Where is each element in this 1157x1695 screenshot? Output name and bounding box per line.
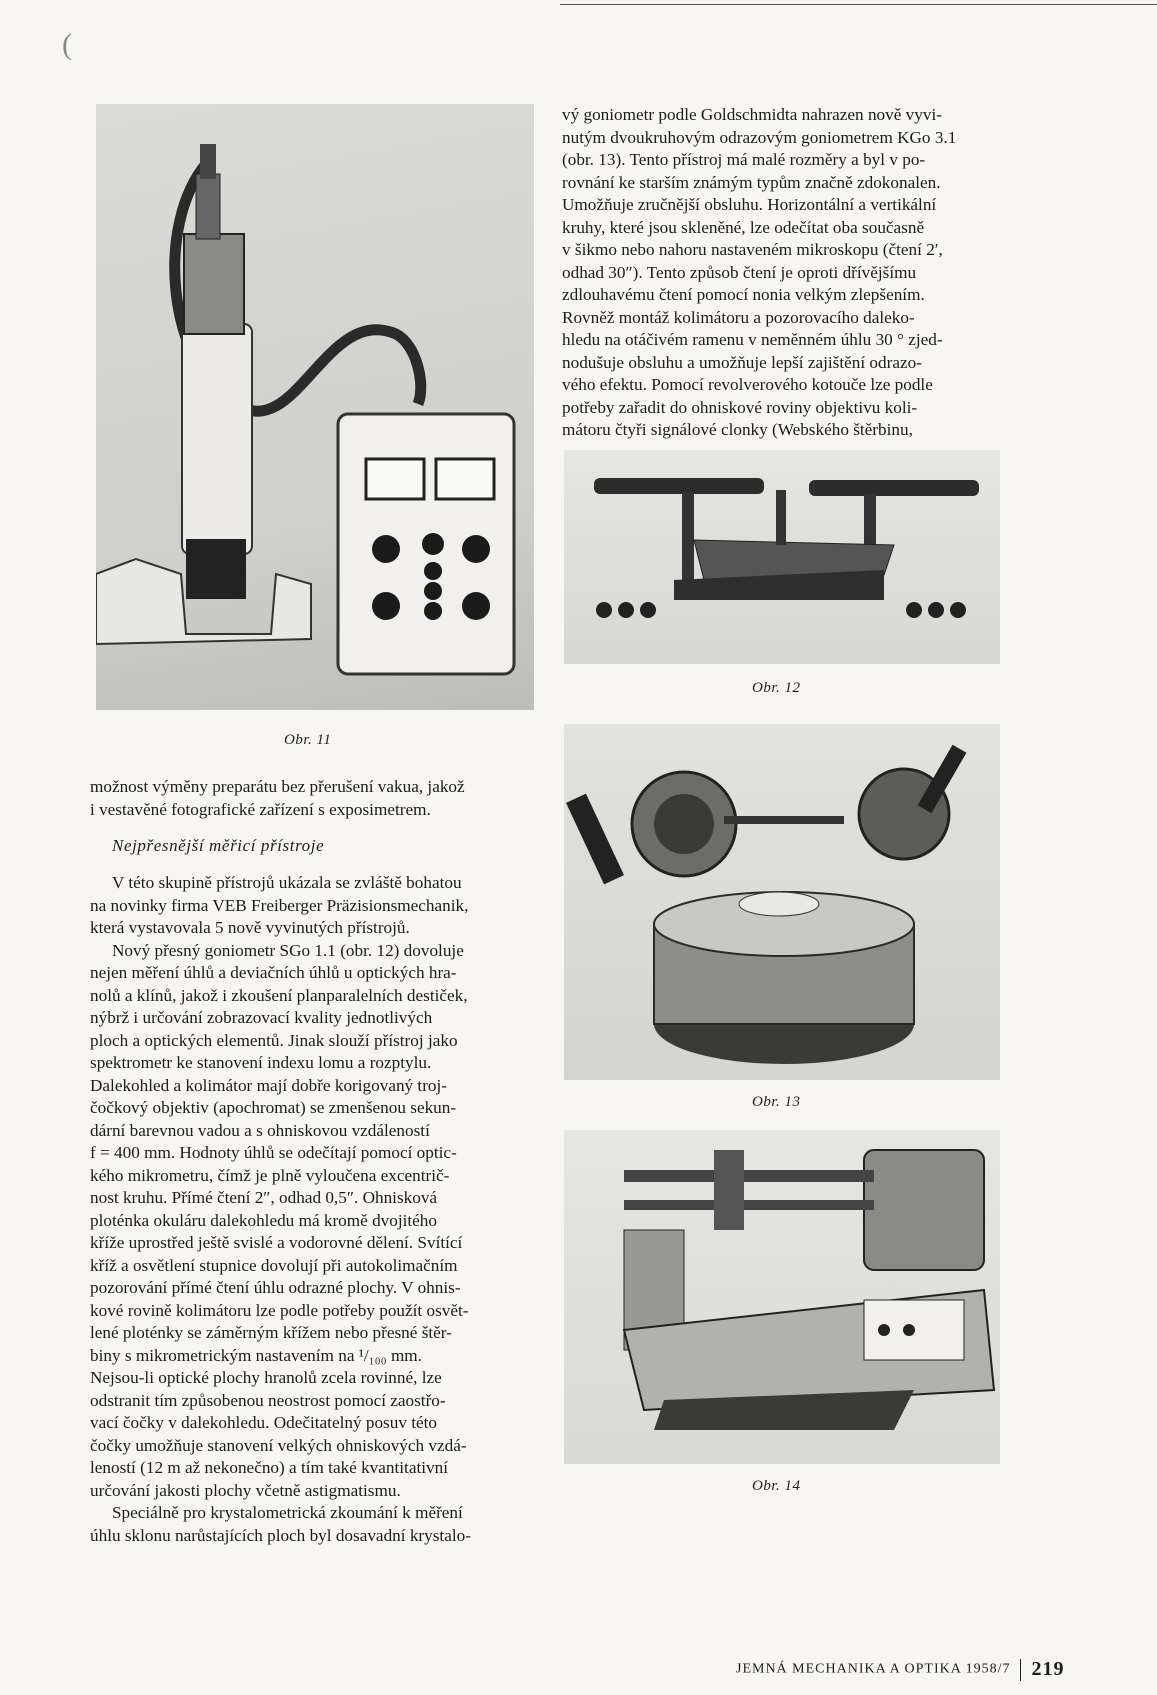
text-line: kého mikrometru, čímž je plně vyloučena excentrič- (90, 1165, 450, 1185)
page-footer (736, 1658, 1064, 1681)
text-line: biny s mikrometrickým nastavením na ¹/₁₀₀ mm. (90, 1345, 422, 1365)
text-line: mátoru čtyři signálové clonky (Webského štěrbinu, (562, 420, 913, 439)
right-column-text (562, 104, 998, 442)
text-line: nolů a klínů, jakož i zkoušení planparalelních destiček, (90, 985, 468, 1005)
figure-13-photo (564, 724, 1000, 1080)
section-heading: Nejpřesnější měřicí přístroje (112, 836, 325, 855)
text-line: potřeby zařadit do ohniskové roviny objektivu koli- (562, 397, 918, 417)
measuring-bench-illustration (564, 1130, 1000, 1464)
page-number: 219 (1031, 1658, 1065, 1680)
figure-14-photo (564, 1130, 1000, 1464)
text-line: pozorování přímé čtení úhlu odrazné plochy. V ohnis- (90, 1278, 461, 1297)
text-line: kříž a osvětlení stupnice dovolují při autokolimačním (90, 1255, 458, 1275)
text-line: ploch a optických elementů. Jinak slouží přístroj jako (90, 1030, 458, 1050)
text-line: čočky umožňuje stanovení velkých ohniskových vzdá- (90, 1435, 467, 1455)
text-line: čočkový objektiv (apochromat) se zmenšenou sekun- (90, 1098, 457, 1117)
text-line: Dalekohled a kolimátor mají dobře korigovaný troj- (90, 1075, 448, 1095)
text-line: dární barevnou vadou a s ohniskovou vzdáleností (90, 1120, 430, 1140)
text-line: nejen měření úhlů a deviačních úhlů u optických hra- (90, 963, 457, 982)
text-line: (obr. 13). Tento přístroj má malé rozměry a byl v po- (562, 150, 926, 169)
text-line: ploténka okuláru dalekohledu má kromě dvojitého (90, 1210, 437, 1230)
text-line: možnost výměny preparátu bez přerušení vakua, jakož (90, 777, 465, 796)
text-line: úhlu sklonu narůstajících ploch byl dosavadní krystalo- (90, 1525, 471, 1545)
text-line: Nejsou-li optické plochy hranolů zcela rovinné, lze (90, 1368, 442, 1387)
text-line: lené ploténky se záměrným křížem nebo přesné štěr- (90, 1323, 452, 1342)
text-line: rovnání ke starším známým typům značně zdokonalen. (562, 172, 941, 192)
text-line: Rovněž montáž kolimátoru a pozorovacího daleko- (562, 307, 915, 327)
text-line: zdlouhavému čtení pomocí nonia velkým zlepšením. (562, 285, 925, 304)
figure-12-photo (564, 450, 1000, 664)
text-line: nost kruhu. Přímé čtení 2″, odhad 0,5″. Ohnisková (90, 1188, 438, 1207)
text-line: která vystavovala 5 nově vyvinutých přístrojů. (90, 918, 410, 937)
precision-goniometer-illustration (564, 450, 1000, 664)
text-line: f = 400 mm. Hodnoty úhlů se odečítají pomocí optic- (90, 1143, 457, 1162)
figure-12-caption: Obr. 12 (752, 680, 801, 696)
text-line: kruhy, které jsou skleněné, lze odečítat oba současně (562, 217, 925, 237)
text-line: Nový přesný goniometr SGo 1.1 (obr. 12) dovoluje (112, 940, 464, 960)
figure-13-caption: Obr. 13 (752, 1094, 801, 1110)
text-line: kové rovině kolimátoru lze podle potřeby použít osvět- (90, 1300, 469, 1320)
text-line: spektrometr ke stanovení indexu lomu a rozptylu. (90, 1053, 432, 1072)
microscope-illustration (96, 104, 534, 710)
text-line: kříže uprostřed ještě svislé a vodorovné dělení. Svítící (90, 1233, 463, 1252)
text-line: odhad 30″). Tento způsob čtení je oproti dřívějšímu (562, 262, 917, 282)
journal-name: JEMNÁ MECHANIKA A OPTIKA 1958/7 (736, 1661, 1011, 1677)
two-circle-goniometer-illustration (564, 724, 1000, 1080)
top-rule (560, 4, 1157, 5)
text-line: vací čočky v dalekohledu. Odečitatelný posuv této (90, 1413, 437, 1432)
scan-mark: ( (62, 28, 72, 61)
text-line: odstranit tím způsobenou neostrost pomocí zaostřo- (90, 1390, 446, 1410)
left-column-body (90, 872, 536, 1547)
text-line: V této skupině přístrojů ukázala se zvláště bohatou (112, 873, 462, 892)
text-line: leností (12 m až nekonečno) a tím také kvantitativní (90, 1458, 448, 1477)
text-line: vého efektu. Pomocí revolverového kotouče lze podle (562, 375, 933, 394)
text-line: v šikmo nebo nahoru nastaveném mikroskopu (čtení 2′, (562, 240, 943, 259)
figure-11-caption: Obr. 11 (284, 732, 332, 748)
text-line: nýbrž i určování zobrazovací kvality jednotlivých (90, 1008, 433, 1027)
text-line: Speciálně pro krystalometrická zkoumání k měření (112, 1503, 463, 1522)
figure-14-caption: Obr. 14 (752, 1478, 801, 1494)
text-line: nutým dvoukruhovým odrazovým goniometrem KGo 3.1 (562, 127, 957, 147)
footer-divider (1020, 1659, 1021, 1681)
text-line: vý goniometr podle Goldschmidta nahrazen nově vyvi- (562, 105, 942, 124)
text-line: na novinky firma VEB Freiberger Präzisionsmechanik, (90, 895, 469, 915)
text-line: hledu na otáčivém ramenu v neměnném úhlu 30 ° zjed- (562, 330, 943, 349)
text-line: Umožňuje zručnější obsluhu. Horizontální a vertikální (562, 195, 937, 214)
text-line: určování jakosti plochy včetně astigmatismu. (90, 1480, 401, 1500)
figure-11-photo (96, 104, 534, 710)
left-column-intro (90, 776, 536, 821)
text-line: i vestavěné fotografické zařízení s exposimetrem. (90, 799, 431, 819)
text-line: nodušuje obsluhu a umožňuje lepší zajištění odrazo- (562, 352, 922, 372)
